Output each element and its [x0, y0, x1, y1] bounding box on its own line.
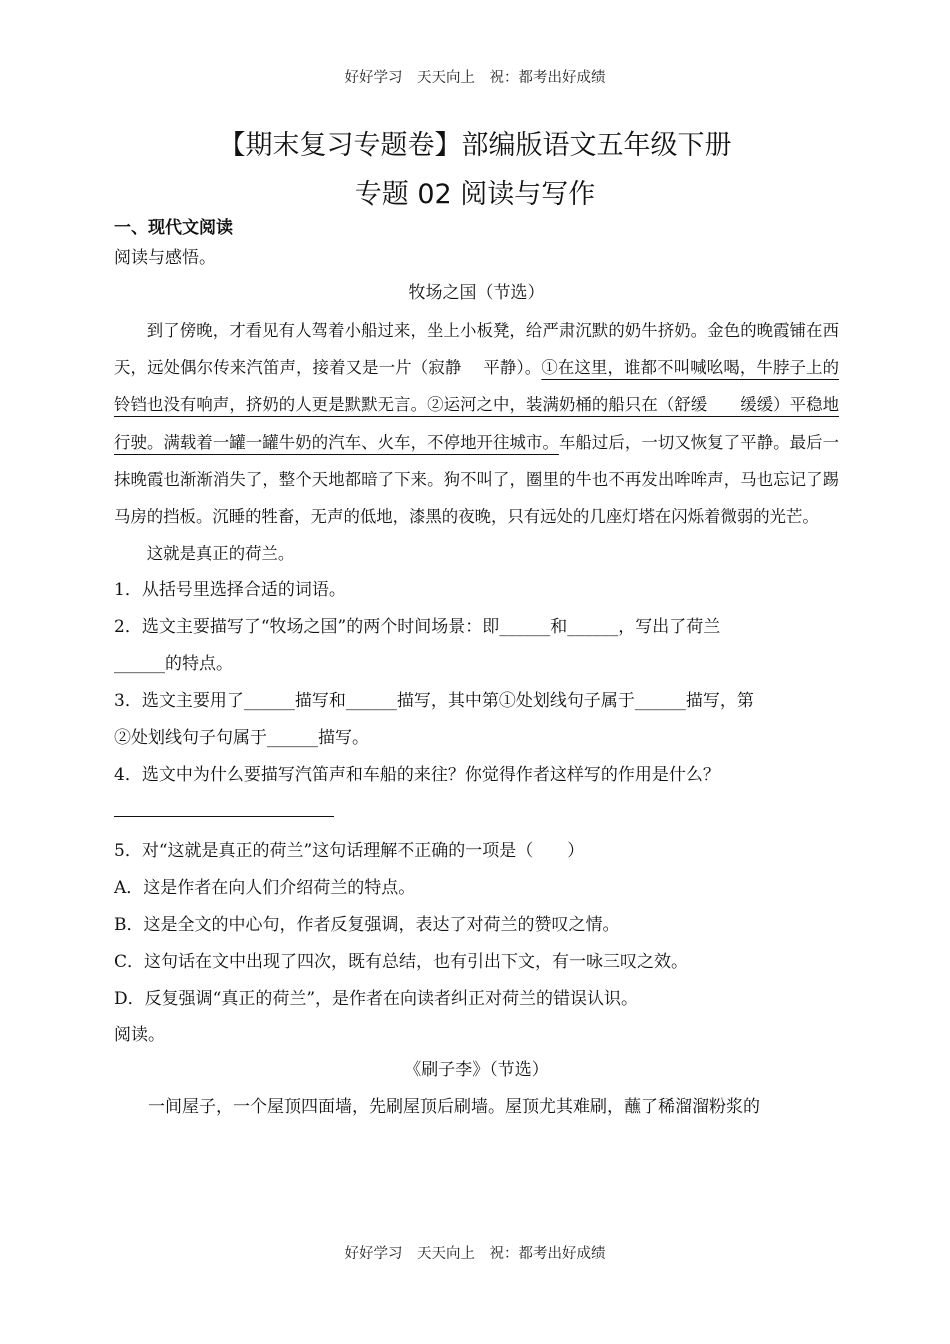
doc-title: 【期末复习专题卷】部编版语文五年级下册 — [218, 130, 732, 161]
page-header: 好好学习 天天向上 祝：都考出好成绩 — [344, 70, 606, 86]
question-5: 5．对“这就是真正的荷兰”这句话理解不正确的一项是（ ） — [114, 841, 585, 862]
option-a: A．这是作者在向人们介绍荷兰的特点。 — [114, 878, 416, 899]
doc-subtitle: 专题 02 阅读与写作 — [354, 179, 596, 210]
main-content — [114, 215, 839, 1126]
question-2-line1: 2．选文主要描写了“牧场之国”的两个时间场景：即______和______，写出了荷兰 — [114, 617, 721, 638]
section-heading: 一、现代文阅读 — [114, 218, 233, 238]
section-intro: 阅读与感悟。 — [114, 248, 216, 268]
section2-intro: 阅读。 — [114, 1025, 165, 1046]
answer-line — [114, 816, 334, 817]
question-3-line2: ②处划线句子句属于______描写。 — [114, 728, 369, 749]
underlined-sentence-2: ②运河之中，装满奶桶的船只在（舒缓 缓缓）平稳地行驶。满载着一罐一罐牛奶的汽车、火车，不停地开往城市。 — [114, 395, 840, 452]
passage-text: 车船过后，一切又恢复了平静。最后一抹晚霞也渐渐消失了，整个天地都暗了下来。狗不叫了，圈里的牛也不再发出哞哞声，马也忘记了踢马房的挡板。沉睡的牲畜，无声的低地，漆黑的夜晚，只有远处的几座灯塔在闪烁着微弱的光芒。 — [114, 432, 840, 527]
passage-text: 到了傍晚，才看见有人驾着小船过来，坐上小板凳，给严肃沉默的奶牛挤奶。金色的晚霞铺在西天，远处偶尔传来汽笛声，接着又是一片（寂静 平静）。 — [114, 321, 839, 378]
passage-title: 牧场之国（节选） — [408, 283, 545, 303]
question-3-line1: 3．选文主要用了______描写和______描写，其中第①处划线句子属于______描写，第 — [114, 691, 754, 712]
option-b: B．这是全文的中心句，作者反复强调，表达了对荷兰的赞叹之情。 — [114, 915, 620, 936]
question-4: 4．选文中为什么要描写汽笛声和车船的来往？你觉得作者这样写的作用是什么？ — [114, 765, 720, 786]
option-d: D．反复强调“真正的荷兰”，是作者在向读者纠正对荷兰的错误认识。 — [114, 989, 639, 1010]
page-footer: 好好学习 天天向上 祝：都考出好成绩 — [344, 1246, 606, 1262]
passage2-paragraph: 一间屋子，一个屋顶四面墙，先刷屋顶后刷墙。屋顶尤其难刷，蘸了稀溜溜粉浆的 — [148, 1097, 760, 1118]
passage2-title: 《刷子李》（节选） — [404, 1060, 549, 1081]
option-c: C．这句话在文中出现了四次，既有总结，也有引出下文，有一咏三叹之效。 — [114, 952, 689, 973]
underlined-sentence-1: ①在这里，谁都不叫喊吆喝，牛脖子上的铃铛也没有响声，挤奶的人更是默默无言。 — [114, 358, 840, 415]
passage-paragraph-2: 这就是真正的荷兰。 — [146, 544, 295, 564]
question-2-line2: ______的特点。 — [114, 654, 233, 675]
question-1: 1．从括号里选择合适的词语。 — [114, 580, 346, 601]
passage-paragraph — [114, 312, 839, 535]
